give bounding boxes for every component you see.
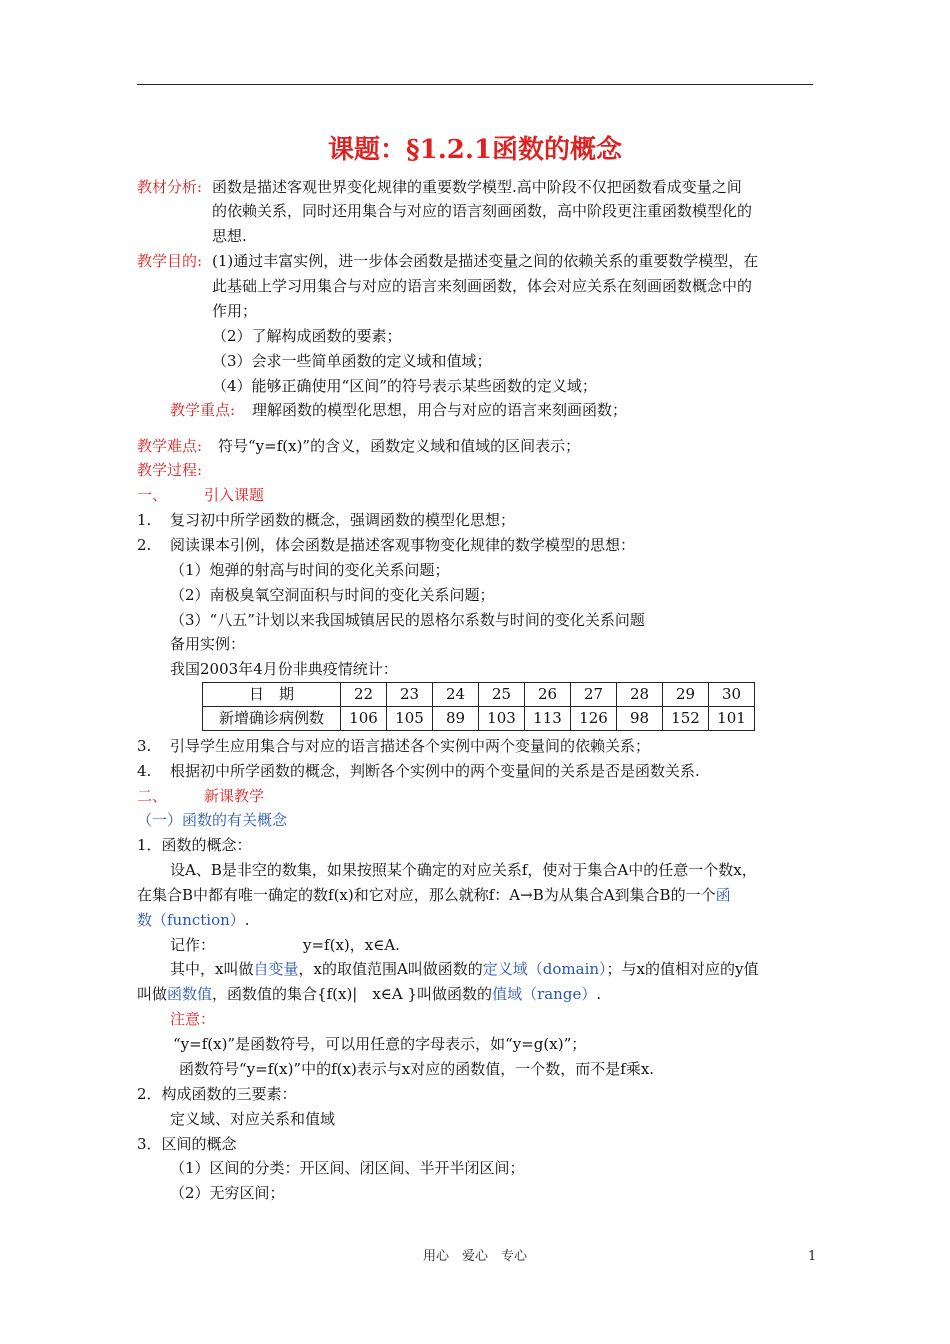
term-function: 数（function） <box>137 911 245 929</box>
three-elements-heading: 2．构成函数的三要素： <box>137 1085 297 1103</box>
list-item: 引导学生应用集合与对应的语言描述各个实例中两个变量间的依赖关系； <box>170 737 651 755</box>
notation-formula: y=f(x)，x∈A. <box>303 936 400 954</box>
list-number: 4. <box>137 762 152 780</box>
definition-text: ；与x的值相对应的y值 <box>606 960 759 978</box>
definition-text: 叫做 <box>137 985 168 1003</box>
section1-title: 引入课题 <box>204 486 265 504</box>
list-number: 1. <box>137 511 152 529</box>
definition-text: ，x的取值范围A叫做函数的 <box>298 960 483 978</box>
table-cell: 24 <box>433 683 479 707</box>
sub-item: （3）“八五”计划以来我国城镇居民的恩格尔系数与时间的变化关系问题 <box>170 611 645 629</box>
table-cell: 101 <box>709 707 755 731</box>
definition-text: ，函数值的集合{f(x)| x∈A }叫做函数的 <box>212 985 493 1003</box>
table-cell: 28 <box>617 683 663 707</box>
table-row <box>203 707 755 731</box>
definition-text: . <box>596 985 602 1003</box>
list-number: 2. <box>137 536 152 554</box>
analysis-line: 函数是描述客观世界变化规律的重要数学模型.高中阶段不仅把函数看成变量之间 <box>212 178 742 196</box>
footer-motto: 用心 爱心 专心 <box>422 1249 527 1264</box>
table-cell: 105 <box>387 707 433 731</box>
goals-line: 作用； <box>212 302 258 320</box>
table-row <box>203 683 755 707</box>
goals-line: (1)通过丰富实例，进一步体会函数是描述变量之间的依赖关系的重要数学模型，在 <box>212 252 759 270</box>
table-cell: 113 <box>525 707 571 731</box>
interval-heading: 3．区间的概念 <box>137 1135 237 1153</box>
concept-heading: 1．函数的概念： <box>137 836 252 854</box>
definition-text: 在集合B中都有唯一确定的数f(x)和它对应，那么就称f：A→B为从集合A到集合B的一个 <box>137 886 716 904</box>
difficulty-label: 教学难点: <box>137 437 203 455</box>
table-cell: 152 <box>663 707 709 731</box>
table-cell: 126 <box>571 707 617 731</box>
goals-line: 此基础上学习用集合与对应的语言来刻画函数，体会对应关系在刻画函数概念中的 <box>212 277 753 295</box>
table-cell: 29 <box>663 683 709 707</box>
notation-label: 记作： <box>170 936 216 954</box>
table-cell: 106 <box>341 707 387 731</box>
epidemic-table <box>202 682 755 731</box>
analysis-line: 思想. <box>212 227 247 245</box>
page-number: 1 <box>808 1249 817 1264</box>
goals-line: （4）能够正确使用“区间”的符号表示某些函数的定义域； <box>212 377 597 395</box>
section2-number: 二、 <box>137 787 168 805</box>
page-title: 课题：§1.2.1函数的概念 <box>328 135 622 165</box>
three-elements-text: 定义域、对应关系和值域 <box>170 1110 336 1128</box>
note-label: 注意： <box>170 1010 216 1028</box>
table-cell: 103 <box>479 707 525 731</box>
term-function: 函 <box>715 886 731 904</box>
table-cell: 25 <box>479 683 525 707</box>
goals-line: （2）了解构成函数的要素； <box>212 327 402 345</box>
key-point-text: 理解函数的模型化思想，用合与对应的语言来刻画函数； <box>252 401 628 419</box>
analysis-label: 教材分析: <box>137 178 203 196</box>
term-variable: 自变量 <box>253 960 299 978</box>
goals-line: （3）会求一些简单函数的定义域和值域； <box>212 352 492 370</box>
subsection-heading: （一）函数的有关概念 <box>137 811 288 829</box>
table-cell: 89 <box>433 707 479 731</box>
table-cell: 98 <box>617 707 663 731</box>
list-item: 阅读课本引例，体会函数是描述客观事物变化规律的数学模型的思想： <box>170 536 636 554</box>
term-function-value: 函数值 <box>167 985 213 1003</box>
section2-title: 新课教学 <box>204 787 265 805</box>
term-domain: 定义域（domain） <box>482 960 607 978</box>
definition-line <box>137 883 731 907</box>
table-header-cell: 新增确诊病例数 <box>203 707 341 731</box>
sub-item: （1）炮弹的射高与时间的变化关系问题； <box>170 561 450 579</box>
table-cell: 30 <box>709 683 755 707</box>
interval-item: （1）区间的分类：开区间、闭区间、半开半闭区间； <box>170 1159 525 1177</box>
table-cell: 23 <box>387 683 433 707</box>
stats-caption: 我国2003年4月份非典疫情统计： <box>170 660 398 678</box>
goals-label: 教学目的: <box>137 252 203 270</box>
list-item: 根据初中所学函数的概念，判断各个实例中的两个变量间的关系是否是函数关系. <box>170 762 700 780</box>
definition-line <box>137 908 250 932</box>
term-range: 值域（range） <box>492 985 597 1003</box>
note-line: “y=f(x)”是函数符号，可以用任意的字母表示，如“y=g(x)”； <box>173 1035 587 1053</box>
table-cell: 22 <box>341 683 387 707</box>
header-rule <box>137 84 813 85</box>
table-cell: 26 <box>525 683 571 707</box>
analysis-line: 的依赖关系，同时还用集合与对应的语言刻画函数，高中阶段更注重函数模型化的 <box>212 202 753 220</box>
definition-line <box>170 957 758 981</box>
key-point-label: 教学重点: <box>170 401 236 419</box>
definition-text: 其中，x叫做 <box>170 960 254 978</box>
list-number: 3. <box>137 737 152 755</box>
interval-item: （2）无穷区间； <box>170 1184 285 1202</box>
section1-number: 一、 <box>137 486 168 504</box>
sub-item: （2）南极臭氧空洞面积与时间的变化关系问题； <box>170 586 495 604</box>
definition-line: 设A、B是非空的数集，如果按照某个确定的对应关系f，使对于集合A中的任意一个数x， <box>170 861 757 879</box>
backup-label: 备用实例： <box>170 635 246 653</box>
note-line: 函数符号“y=f(x)”中的f(x)表示与x对应的函数值，一个数，而不是f乘x. <box>179 1060 655 1078</box>
list-item: 复习初中所学函数的概念，强调函数的模型化思想； <box>170 511 516 529</box>
table-cell: 27 <box>571 683 617 707</box>
definition-line <box>137 982 601 1006</box>
table-header-cell: 日 期 <box>203 683 341 707</box>
process-label: 教学过程: <box>137 461 203 479</box>
difficulty-text: 符号“y=f(x)”的含义，函数定义域和值域的区间表示； <box>218 437 581 455</box>
definition-text: . <box>244 911 250 929</box>
